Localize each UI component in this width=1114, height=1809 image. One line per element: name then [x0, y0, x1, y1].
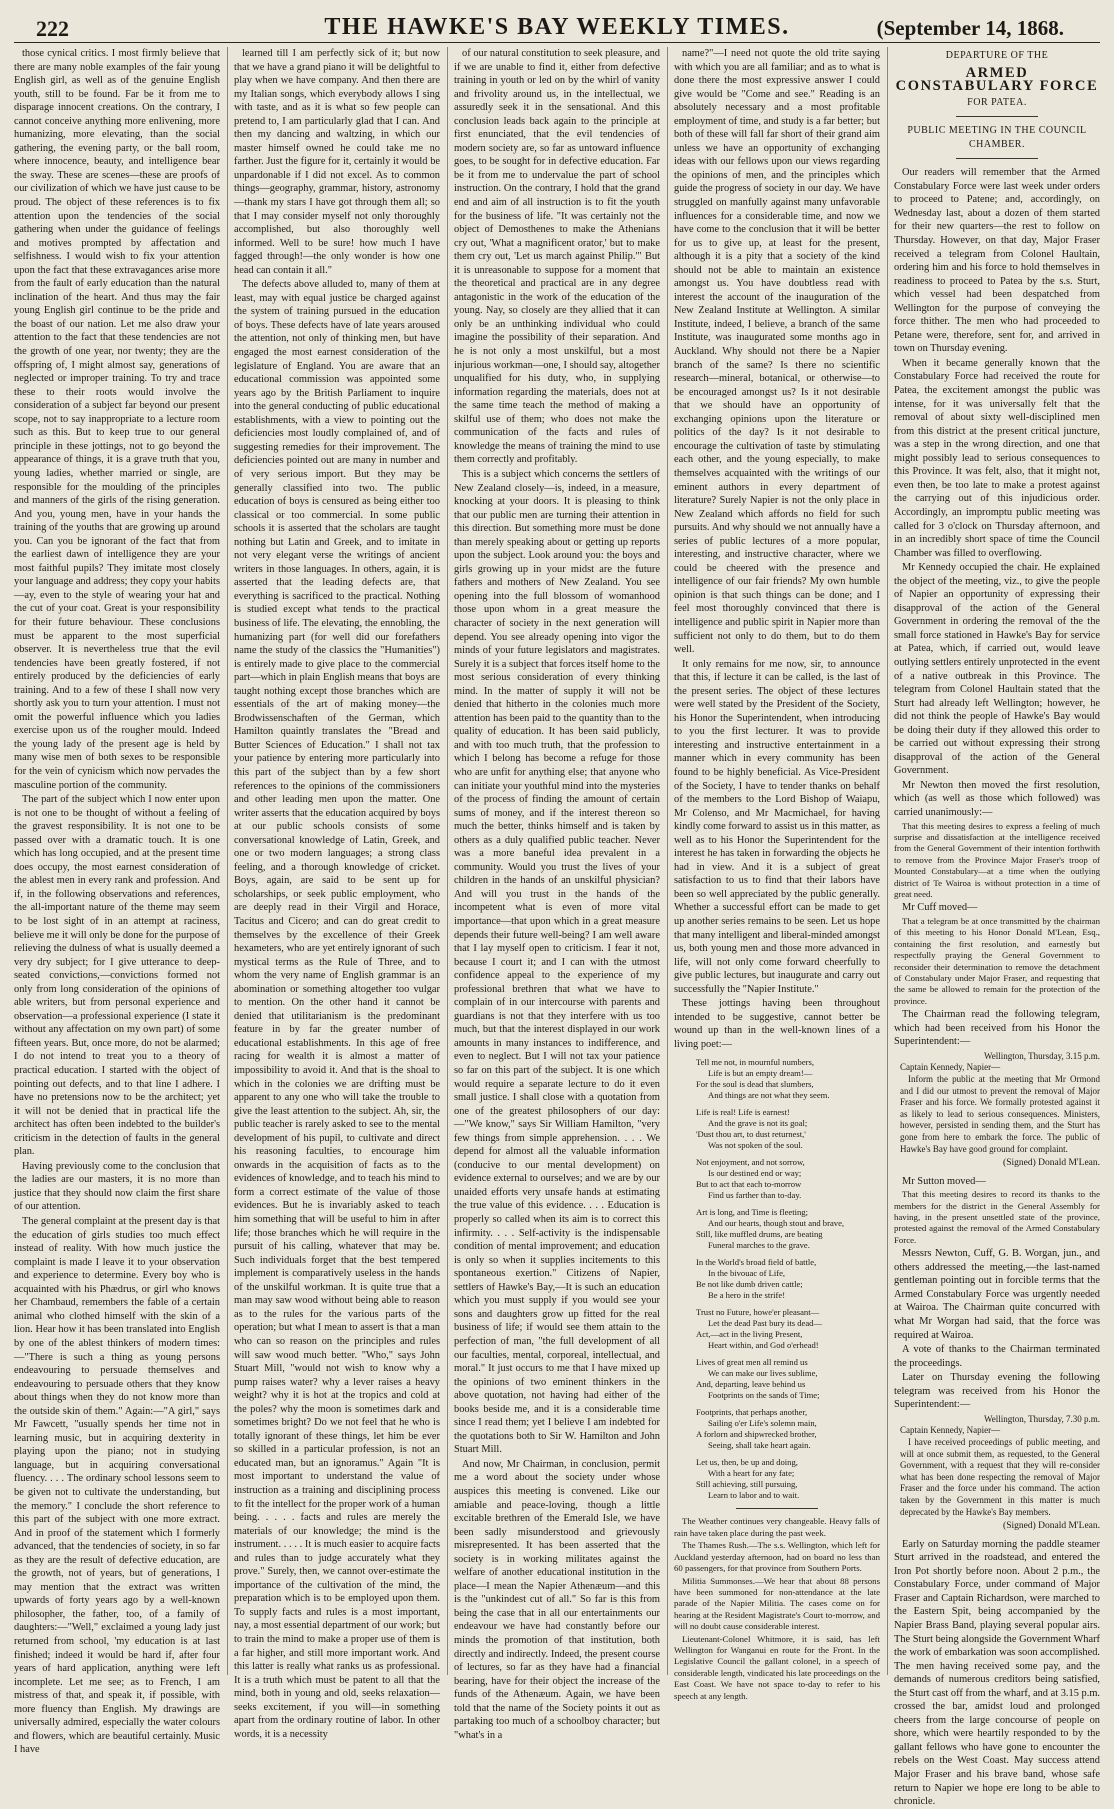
article-paragraph: Early on Saturday morning the paddle steamer Sturt arrived in the roadstead, and entered the Iron Pot shortly before noon. About 2 p.m., the Constabulary Force, under command of Major Fraser and Captain Richardson, were marched to the Eastern Spit, being accompanied by the Napier Brass Band, playing several popular airs. The Sturt being alongside the Government Wharf the work of embarkation was soon accomplished. The men having received some pay, and the demands of numerous creditors being satisfied, the Sturt cast off from the wharf, and at 3.15 p.m. crossed the bar, amidst loud and prolonged cheers from the large concourse of people on shore, which were heartily responded to by the gallant fellows who have gone to encounter the rebels on the West Coast. May success attend Major Fraser and his brave band, whose safe return to Napier we hope ere long to be able to chronicle.	[894, 1538, 1100, 1808]
poem-line: And the grave is not its goal;	[708, 1118, 808, 1129]
telegram-recipient: Captain Kennedy, Napier—	[900, 1425, 1001, 1436]
divider	[956, 158, 1038, 159]
article-paragraph: Mr Kennedy occupied the chair. He explained the object of the meeting, viz., to give the people of Napier an opportunity of expressing their disapproval of the action of the General Government in ordering the removal of the the small force stationed in Hawke's Bay for service at Patea, which, if carried out, would leave outlying settlers entirely unprotected in the event of a native outbreak in this Province. The telegram from Colonel Haultain stated that the Sturt had already left Wellington; however, he did not think the people of Hawke's Bay would be doing their duty if they allowed this order to be carried out without expressing their strong disapproval of the action of the General Government.	[894, 562, 1100, 777]
article-paragraph: The general complaint at the present day is that the education of girls studies too much effect instead of reality. With how much justice the complaint is made I leave it to your observation and experience to determine. Every boy who is acquainted with his Phædrus, or girl who knows her Chambaud, remembers the fable of a certain animal who clothed himself with the skin of a lion. Hear how it has been translated into English by one of the ablest thinkers of modern times:—"There is such a thing as young persons endeavouring to persuade themselves and endeavouring to persuade others that they know about things when they do not know more than the outside skin of them." Again:—"A girl," says Mr Fawcett, "usually spends her time not in learning music, but in acquiring dexterity in playing upon the piano; not in studying language, but in acquiring conversational fluency. . . . The ordinary school lessons seem to be given not to cultivate the understanding, but the memory." I conclude the short reference to this part of the subject with one more extract. And in proof of the statement which I formerly advanced, that the tendencies of society, in so far as they are the result of defective education, are the growth, not of years, but of generations, I may mention that the extract was written upwards of forty years ago by a well-known philosopher, the father, too, of a family of daughters:—"Well," exclaimed a young lady just returned from school, 'my education is at last finished; indeed it would be hard if, after four years of hard application, anything were left incomplete. Let me see; as to French, I am mistress of that, and speak it, if possible, with more fluency than English. My drawings are universally admired, especially the water colours and flowers, which are beautiful certainly. Music I have	[14, 1216, 220, 1756]
poem-line: Heart within, and God o'erhead!	[708, 1340, 819, 1351]
poem-line: Let the dead Past bury its dead—	[708, 1318, 823, 1329]
column-1	[14, 47, 220, 1756]
poem-line: And our hearts, though stout and brave,	[708, 1218, 845, 1229]
signature: (Signed) Donald M'Lean.	[1003, 1521, 1100, 1532]
article-paragraph: Mr Newton then moved the first resolution, which (as well as those which followed) was carried unanimously:—	[894, 779, 1100, 818]
telegram-date: Wellington, Thursday, 7.30 p.m.	[983, 1413, 1100, 1424]
column-5	[887, 47, 1100, 1808]
poem-line: But to act that each to-morrow	[696, 1179, 802, 1190]
poem-line: Let us, then, be up and doing,	[696, 1457, 798, 1468]
divider	[736, 1508, 818, 1509]
poem-line: In the World's broad field of battle,	[696, 1257, 817, 1268]
poem-line: Sailing o'er Life's solemn main,	[708, 1418, 817, 1429]
telegram-2	[900, 1414, 1100, 1518]
news-item-whitmore: Lieutenant-Colonel Whitmore, it is said, has left Wellington for Wanganui en route for the Front. In the Legislative Council the gallant colonel, in a speech of considerable length, vindicated his late proceedings on the East Coast. We have not space to-day to refer to his speech at any length.	[674, 1633, 880, 1701]
poem-line: Footprints on the sands of Time;	[708, 1390, 820, 1401]
poem-line: A forlorn and shipwrecked brother,	[696, 1429, 817, 1440]
article-paragraph: Messrs Newton, Cuff, G. B. Worgan, jun., and others addressed the meeting,—the last-named gentleman pointing out in forcible terms that the Armed Constabulary Force was urgently needed at Wairoa. The Chairman quite concurred with what Mr Worgan had said, that the force was required at Wairoa.	[894, 1248, 1100, 1341]
resolution-text: That a telegram be at once transmitted by the chairman of this meeting to his Honor Donald M'Lean, Esq., containing the first resolution, and earnestly but respectfully praying the General Government to reconsider their determination to remove the detachment of Constabulary under Major Fraser, and requesting that the same be allowed to remain for the protection of the province.	[894, 915, 1100, 1006]
poem	[696, 1057, 880, 1501]
poem-line: Be not like dumb driven cattle;	[696, 1279, 803, 1290]
poem-line: We can make our lives sublime,	[708, 1368, 818, 1379]
poem-line: Be a hero in the strife!	[708, 1290, 786, 1301]
poem-line: Act,—act in the living Present,	[696, 1329, 803, 1340]
headline-line-3: FOR PATEA.	[967, 96, 1027, 108]
poem-stanza	[696, 1357, 880, 1401]
subheadline: PUBLIC MEETING IN THE COUNCIL CHAMBER.	[907, 125, 1087, 150]
article-paragraph: This is a subject which concerns the settlers of New Zealand closely—is, indeed, in a measure, knocking at your doors. It is pleasing to think that our public men are turning their attention in this direction. But something more must be done than merely speaking about or getting up reports upon the subject. Look around you: the boys and girls growing up in your midst are the future fathers and mothers of New Zealand. You see opening into the full blossom of womanhood those upon whom in a great measure the character of society in the next generation will depend. You see already opening into vigor the minds of your future legislators and magistrates. Surely it is a subject that forces itself home to the most serious consideration of every thinking mind. In the matter of supply it will not be denied that hitherto in the colonies much more attention has been paid to the quantity than to the quality of education. It has been said publicly, and with too much truth, that the profession to which I belong has become a refuge for those who are unfit for anything else; that anyone who can initiate your youthful mind into the mysteries of the process of finding the amount of certain sums of money, and if the interest thereon so much the better, thinks himself and is taken by others as a duly qualified public teacher. Never was a more baneful idea prevalent in a community. Would you trust the lives of your children in the hands of an unskilful physician? And will you trust in the hands of the incompetent what is even of more vital importance—that upon which in a great measure depends their future well-being? I am well aware that I lay myself open to criticism. I fear it not, because I court it; and I can with the utmost confidence appeal to the experience of my professional brethren that what we have to complain of in our intercourse with parents and guardians is not that they interfere with us too much, but that the interest displayed in our work amounts in many instances to indifference, and even to neglect. But I will not tax your patience so far on this part of the subject. It is one which would require a separate lecture to do it even small justice. I shall close with a quotation from one of the greatest philosophers of our day:—"We know," says Sir William Hamilton, "very few things from simple apprehension. . . . We depend for almost all the valuable information (conducive to our mental development) on evidence external to ourselves; and we are by our unaided efforts very unsafe hands at estimating the true value of this evidence. . . . Education is properly so called when its aim is to correct this infirmity. . . . Self-activity is the indispensable condition of mental improvement; and education is only so when it supplies incitements to this spontaneous exertion." Citizens of Napier, settlers of Hawke's Bay,—It is such an education which you must supply if you would see your sons and daughters grow up fitted for the real business of life; if would see them attain to the perfection of man, "the full development of all our faculties, mental, corporeal, intellectual, and moral." It just occurs to me that I have mixed up the opinions of two eminent thinkers in the above quotation, not having had either of the books beside me, and it is a considerable time since I read them; yet I believe I am indebted for the quotations both to Sir W. Hamilton and John Stuart Mill.	[454, 468, 660, 1456]
poem-stanza	[696, 1407, 880, 1451]
telegram-date: Wellington, Thursday, 3.15 p.m.	[983, 1050, 1100, 1061]
poem-line: Lives of great men all remind us	[696, 1357, 808, 1368]
poem-line: Tell me not, in mournful numbers,	[696, 1057, 815, 1068]
headline-line-1: DEPARTURE OF THE	[945, 50, 1049, 61]
poem-line: Still, like muffled drums, are beating	[696, 1229, 823, 1240]
signature: (Signed) Donald M'Lean.	[1003, 1158, 1100, 1169]
page-number: 222	[36, 16, 69, 41]
issue-date: (September 14, 1868.	[876, 16, 1064, 40]
poem-stanza	[696, 1157, 880, 1201]
column-3	[447, 47, 660, 1741]
article-paragraph: Mr Sutton moved—	[902, 1175, 986, 1187]
telegram-body: I have received proceedings of public meeting, and will at once submit them, as requested, to the General Government, with a request that they will re-consider what has been done respecting the removal of Major Fraser and the force under his command. The action taken by the Government in this matter is much deprecated by the Hawke's Bay members.	[900, 1437, 1100, 1517]
poem-line: Funeral marches to the grave.	[708, 1240, 810, 1251]
article-paragraph: The defects above alluded to, many of them at least, may with equal justice be charged against the system of training pursued in the education of boys. These defects have of late years aroused the attention, not only of thinking men, but have engaged the most earnest consideration of the legislature of England. You are aware that an educational commission was appointed some years ago by the British Parliament to inquire into the general conducting of public educational establishments, with a view to pointing out the deficiencies most loudly complained of, and of suggesting remedies for their improvement. The deficiencies pointed out are many in number and of very serious import. But they may be generally classified into two. The public education of boys is censured as being either too classical or too commercial. In some public schools it is asserted that the scholars are taught nothing but Latin and Greek, and to imitate in not very elegant verse the writings of ancient writers in those languages. In others, again, it is asserted that the leading defects are, that everything is sacrificed to the practical. Nothing is studied except what tends to the practical business of life. The elevating, the ennobling, the humanizing part (for well did our forefathers name the study of the classics the "Humanities") is entirely made to give place to the commercial part—which in plain English means that boys are taught nothing except those branches which are essentials of the art of making money—the Brodwissenschaften of the German, which Hamilton quaintly translates the "Bread and Butter Sciences of Education." I shall not tax your patience by entering more particularly into this part of the subject than by a few short references to the opinions of the commissioners and other leading men upon the matter. One writer asserts that the education acquired by boys at our public schools consists of some conversational knowledge of Latin, Greek, and one or two modern languages; a strong class feeling, and a thorough knowledge of cricket. Boys, again, are said to be sent up for scholarships, or seek public employment, who are deeply read in their Virgil and Horace, Tacitus and Cicero; and can do great credit to themselves by the excellence of their Greek hexameters, who are yet entirely ignorant of such mystical terms as the Rule of Three, and to whom the very name of English grammar is an abomination or something altogether too vulgar to mention. On the other hand it cannot be denied that utilitarianism is the predominant feature in by far the greater number of educational establishments. In this age of free racing for wealth it is almost a matter of impossibility to avoid it. And that is the shoal to which in the colonies we are drifting must be apparent to any one who will take the trouble to give the least attention to the subject. Ah, sir, the public teacher is rarely asked to see to the mental development of his pupil, to cultivate and direct his reasoning faculties, to encourage him onwards in the acquisition of facts as to the evidences of knowledge, and to teach his mind to form a correct estimate of the value of those evidences. But he is invariably asked to teach him something that will be useful to him in after life; those branches which he will require in the pursuit of his calling, whatever that may be. Such individuals forget that the best tempered implement is comparatively useless in the hands of the unskilful workman. It is quite true that a man may saw wood without being able to reason as to the rules for the various parts of the operation; but what I mean to assert is that a man who can so reason on the principles and rules will saw wood much better. "Who," says John Stuart Mill, "would not wish to know why a pump raises water? why a lever raises a heavy weight? why it is hot at the tropics and cold at the poles? why the moon is sometimes dark and sometimes bright? Do we not feel that he who is totally ignorant of these things, let him be ever so skilled in a particular profession, is not an educated man, but an ignoramus." Again "It is most important to understand the value of instruction as a training and disciplining process to fit the intellect for the proper work of a human being. . . . . facts and rules are merely the materials of our knowledge; the mind is the instrument. . . . . It is much easier to acquire facts and rules than to judge accurately what they prove." Surely, then, we cannot over-estimate the importance of the cultivation of the mind, the preparation which is to be employed upon them. To supply facts and rules is a most important, nay, a most essential department of our work; but to train the mind to make a proper use of them is a far higher, and still more important work. And this latter is really what ranks us as professional. It is a truth which must be patent to all that the mind, both in young and old, seeks relaxation—seeks excitement, if you will—in something apart from the ordinary routine of labor. In other words, it is a necessity	[234, 279, 440, 1740]
masthead	[14, 10, 1100, 43]
poem-line: With a heart for any fate;	[708, 1468, 795, 1479]
article-paragraph: Mr Cuff moved—	[902, 902, 978, 914]
poem-stanza	[696, 1257, 880, 1301]
news-item-weather: The Weather continues very changeable. Heavy falls of rain have taken place during the past week.	[674, 1516, 880, 1538]
poem-stanza	[696, 1057, 880, 1101]
article-paragraph: These jottings having been throughout intended to be suggestive, cannot better be wound up than in the well-known lines of a living poet:—	[674, 998, 880, 1050]
column-4	[667, 47, 880, 1701]
divider	[956, 116, 1038, 117]
poem-line: In the bivouac of Life,	[708, 1268, 786, 1279]
article-paragraph: Later on Thursday evening the following telegram was received from his Honor the Superintendent:—	[894, 1372, 1100, 1411]
poem-line: 'Dust thou art, to dust returnest,'	[696, 1129, 806, 1140]
poem-line: Still achieving, still pursuing,	[696, 1479, 798, 1490]
poem-line: Life is real! Life is earnest!	[696, 1107, 790, 1118]
article-paragraph: those cynical critics. I most firmly believe that there are many noble examples of the fair young English girl, as well as of the genuine English youth, still to be found. Far be it from me to disparage innocent creations. On the contrary, I cannot conceive anything more enlivening, more humanizing, more elevating, than the social gathering, the evening party, or the ball room, where innocence, beauty, and intelligence bear the sway. These are scenes—these are proofs of our civilization of which we have just cause to be proud. The object of these references is to fix attention upon the tendencies of the social gathering when under the guidance of feelings and motives prompted by affectation and selfishness. I would wish to fix your attention upon the fact that these extravagances arise more from the fault of early education than the natural inclination of the heart. And thus may the fair young English girl continue to be the pride and the boast of our nation. Let me also draw your attention to the fact that these tendencies are not the growth of one year, nor twenty; they are the offspring of, I might almost say, generations of neglected or improper training. To try and trace these to their roots would involve the consideration of a subject far beyond our present scope, not to say inappropriate to a lecture room such as this. But to keep true to our general principle in these jottings, not to go beyond the appearance of things, it is a grave truth that you, young ladies, whether married or single, are responsible for the moulding of the principles and manners of the girls of the rising generation. And you, young men, have in your hands the training of the youths that are growing up around you. Can you be ignorant of the fact that from the earliest dawn of intelligence they are your most faithful pupils? They imitate most closely your language and address; they copy your habits—ay, even to the style of wearing your hat and the cut of your coat. Great is your responsibility for their future behaviour. These conclusions must be apparent to the most superficial observer. It is nevertheless true that the evil tendencies have been greatly fostered, if not entirely produced by the deficiencies of early training. And to a few of these I shall now very shortly ask you to turn your attention. I must not omit the powerful influence which you ladies exercise upon us of the rougher mould. Indeed the young lady of the present age is held by many wise men of both sexes to be responsible for the vein of cynicism which now pervades the masculine portion of the community.	[14, 48, 220, 791]
columns	[14, 47, 1100, 1808]
telegram-1	[900, 1051, 1100, 1155]
poem-line: Is our destined end or way;	[708, 1168, 802, 1179]
article-paragraph: A vote of thanks to the Chairman terminated the proceedings.	[894, 1344, 1100, 1369]
column-2	[227, 47, 440, 1740]
poem-line: Not enjoyment, and not sorrow,	[696, 1157, 805, 1168]
article-paragraph: The Chairman read the following telegram, which had been received from his Honor the Superintendent:—	[894, 1009, 1100, 1048]
article-paragraph: Having previously come to the conclusion that the ladies are our masters, it is no more than justice that they should now claim the first share of our attention.	[14, 1160, 220, 1213]
news-item-militia: Militia Summonses.—We hear that about 88 persons have been summoned for non-attendance at the late parade of the Napier Militia. The cases come on for hearing at the Resident Magistrate's Court to-morrow, and will no doubt cause considerable interest.	[674, 1575, 880, 1632]
poem-line: Seeing, shall take heart again.	[708, 1440, 811, 1451]
poem-stanza	[696, 1457, 880, 1501]
article-paragraph: learned till I am perfectly sick of it; but now that we have a grand piano it will be delightful to play when we have company. And then there are my Italian songs, which everybody allows I sing with taste, and as it is what so few people can pretend to, I am particularly glad that I can. And then my dancing and waltzing, in which our master himself owned he could take me no farther. Just the figure for it, certainly it would be unpardonable if I did not excel. As to common things—geography, grammar, history, astronomy—thank my stars I have got through them all; so that I may consider myself not only thoroughly accomplished, but also thoroughly well informed. Well to be sure! how much I have fagged through!—the only wonder is how one head can contain it all."	[234, 48, 440, 276]
newspaper-title: THE HAWKE'S BAY WEEKLY TIMES.	[324, 14, 790, 40]
poem-line: And, departing, leave behind us	[696, 1379, 806, 1390]
poem-line: For the soul is dead that slumbers,	[696, 1079, 814, 1090]
poem-line: Art is long, and Time is fleeting;	[696, 1207, 808, 1218]
article-paragraph: name?"—I need not quote the old trite saying with which you are all familiar; and as to what is done there the most expressive answer I could give would be "Come and see." Reading is an absolutely necessary and a most profitable employment of time, and study is a far better; but both of these will fall far short of their grand aim unless we have an opportunity of exchanging ideas with our fellows upon our views regarding the opinions of men, and the principles which guide the progress of society in our day. We have struggled on manfully against many unfavorable influences for a considerable time, and now we have come to the conclusion that it will be better for us to give up, at least for the present, although it is a pity that a society of the kind should not be able to maintain an existence amongst us. You have doubtless read with interest the account of the inauguration of the New Zealand Institute at Wellington. A similar Institute, indeed, I believe, a branch of the same Institute, was inaugurated some months ago in Auckland. Why should not there be a Napier branch of the same? Is there no scientific research—mineral, botanical, or otherwise—to be encouraged amongst us? Is it not desirable that we should have an opportunity of exchanging opinions upon the literature or politics of the day? Is it not desirable to encourage the cultivation of taste by stimulating each other, and the young especially, to make themselves acquainted with the writings of our eminent authors in every department of literature? Surely Napier is not the only place in New Zealand which affords no field for such pursuits. And why should we not annually have a series of public lectures of a more popular, interesting, and instructive character, where we could be cheered with the presence and intelligence of our fair friends? My own humble opinion is that such things can be done; and I feel most thoroughly convinced that there is intelligence and public spirit in Napier more than sufficient not only to do them, but to do them well.	[674, 48, 880, 656]
article-paragraph: The part of the subject which I now enter upon is not one to be thought of without a feeling of the gravest responsibility. It is not one to be passed over with a dramatic touch. It is one which has long occupied, and at the present time does occupy, the most earnest consideration of the ablest men in every rank and profession. And if, in the following observations and references, the all-important nature of the theme may seem to be lost sight of in an attempt at raciness, believe me it will only be done for the purpose of relieving the dulness of what is usually deemed a very dry subject; for I give utterance to deep-seated convictions,—convictions formed not only from long consideration of the opinions of able writers, but from personal experience and observation—a professional experience (I state it without any affectation on my own part) of some fifteen years. But, once more, do not be alarmed; I do not intend to treat you to a theory of practical education. I started with the object of pointing out defects, and to that line I adhere. I have no pretensions now to be the architect; yet it will not be denied that in practical life the architect has often been indebted to the builder's criticism in the detection of faults in the general plan.	[14, 794, 220, 1158]
poem-stanza	[696, 1207, 880, 1251]
poem-line: Find us farther than to-day.	[708, 1190, 802, 1201]
poem-line: Life is but an empty dream!—	[708, 1068, 813, 1079]
news-item-thames-rush: The Thames Rush.—The s.s. Wellington, which left for Auckland yesterday afternoon, had on board no less than 60 passengers, for that province from Southern Ports.	[674, 1540, 880, 1574]
article-paragraph: And now, Mr Chairman, in conclusion, permit me a word about the society under whose auspices this meeting is convened. Like our amiable and peace-loving, though a little excitable brethren of the Emerald Isle, we have been sadly misunderstood and grievously misrepresented. It has been asserted that the society is in working militates against the welfare of another educational institution in the place—I mean the Napier Athenæum—and this is the "unkindest cut of all." So far is this from being the case that in all our entertainments our endeavour we have had constantly before our minds the promotion of that institution, both directly and indirectly. Indeed, the present course of lectures, so far as they have had a financial bearing, have for their object the increase of the funds of the Athenæum. Again, we have been told that the name of the Society points it out as partaking too much of a schoolboy character; but "what's in a	[454, 1458, 660, 1741]
poem-line: Learn to labor and to wait.	[708, 1490, 800, 1501]
poem-line: Was not spoken of the soul.	[708, 1140, 803, 1151]
article-paragraph: When it became generally known that the Constabulary Force had received the route for Patea, the excitement amongst the public was intense, for it was universally felt that the removal of about sixty well-disciplined men from this district at the present critical juncture, was a step in the wrong direction, and one that might possibly lead to serious consequences to this Province. It was felt, also, that it might not, even then, be too late to make a protest against the carrying out of this injudicious order. Accordingly, an impromptu public meeting was called for 3 o'clock on Thursday afternoon, and in an incredibly short space of time the Council Chamber was filled to overflowing.	[894, 357, 1100, 559]
poem-line: And things are not what they seem.	[708, 1090, 830, 1101]
poem-line: Trust no Future, howe'er pleasant—	[696, 1307, 820, 1318]
telegram-recipient: Captain Kennedy, Napier—	[900, 1062, 1001, 1073]
resolution-text: That this meeting desires to express a feeling of much surprise and dissatisfaction at the intelligence received from the General Government of their intention forthwith to remove from the Province Major Fraser's troop of Mounted Constabulary—at a time when the outlying district of Te Wairoa is without protection in a time of great need.	[894, 820, 1100, 899]
poem-stanza	[696, 1307, 880, 1351]
article-paragraph: of our natural constitution to seek pleasure, and if we are unable to find it, either from defective training in youth or led on by the whirl of vanity and frivolity around us, in the intellectual, we assuredly seek it in the sensational. And this conclusion leads back again to the principle at first enunciated, that the evil tendencies of modern society are, so far as untoward influence goes, to be sought for in defective education. Far be it from me to undervalue the part of school instruction. On the contrary, I hold that the grand end and aim of all instruction is to fit the youth for the business of life. "It was certainly not the object of Demosthenes to make the Athenians cry out, 'What a magnificent orator,' but to make them cry out, 'Let us march against Philip.'" But it is unreasonable to suppose for a moment that the theoretical and practical are in any degree antagonistic in the work of the education of the young. Nay, so closely are they allied that it can only be an unthinking individual who could imagine the possibility of their separation. And he is not only a most unskilful, but a most injurious workman—one, I should say, altogether unqualified for his duty, who, in supplying information regarding the materials, does not at the same time teach the method of making a skilful use of them; who does not make the communication of the facts and rules of knowledge the means of training the mind to use them correctly and profitably.	[454, 48, 660, 466]
poem-stanza	[696, 1107, 880, 1151]
headline-main: ARMED CONSTABULARY FORCE	[895, 64, 1099, 95]
telegram-body: Inform the public at the meeting that Mr Ormond and I did our utmost to prevent the removal of Major Fraser and his force. We formally protested against it as likely to lead to serious consequences. Ministers, however, persisted in sending them, and the Sturt has gone from here to embark the force. The public of Hawke's Bay have good ground for complaint.	[900, 1074, 1100, 1154]
poem-line: Footprints, that perhaps another,	[696, 1407, 808, 1418]
article-paragraph: It only remains for me now, sir, to announce that this, if lecture it can be called, is the last of the present series. The object of these lectures were well stated by the President of the Society, his Honor the Superintendent, when introducing to you the first lecturer. It was to provide interesting and instructive entertainment in a manner which in every community has been found to be highly beneficial. As Vice-President of the Society, I have to tender thanks on behalf of the members to the Lord Bishop of Waiapu, Mr Colenso, and Mr Macmichael, for having kindly come forward to assist us in this matter, as well as to his Honor the Superintendent for the interest he has taken in forwarding the objects he had in view. And it is a subject of great satisfaction to us to find that their labors have been so well appreciated by the public generally. Whether a successful effort can be made to get up another series remains to be seen. Let us hope that many intelligent and liberal-minded amongst us, both young men and those more advanced in life, will not only come forward cheerfully to give public lectures, but inaugurate and carry out successfully the "Napier Institute."	[674, 658, 880, 995]
article-paragraph: Our readers will remember that the Armed Constabulary Force were last week under orders to proceed to Patene; and, accordingly, on Wednesday last, about a dozen of them started for their new quarters—the rest to follow on Thursday. However, on that day, Major Fraser received a telegram from Colonel Haultain, ordering him and his force to hold themselves in readiness to proceed to Patea by the s.s. Sturt, which vessel had been despatched from Wellington for the purpose of conveying the force thither. The men who had proceeded to Petane were, therefore, sent for, and arrived in town on Thursday evening.	[894, 167, 1100, 355]
resolution-text: That this meeting desires to record its thanks to the members for the district in the General Assembly for having, in the present unsettled state of the province, protested against the removal of the Armed Constabulary Force.	[894, 1189, 1100, 1245]
